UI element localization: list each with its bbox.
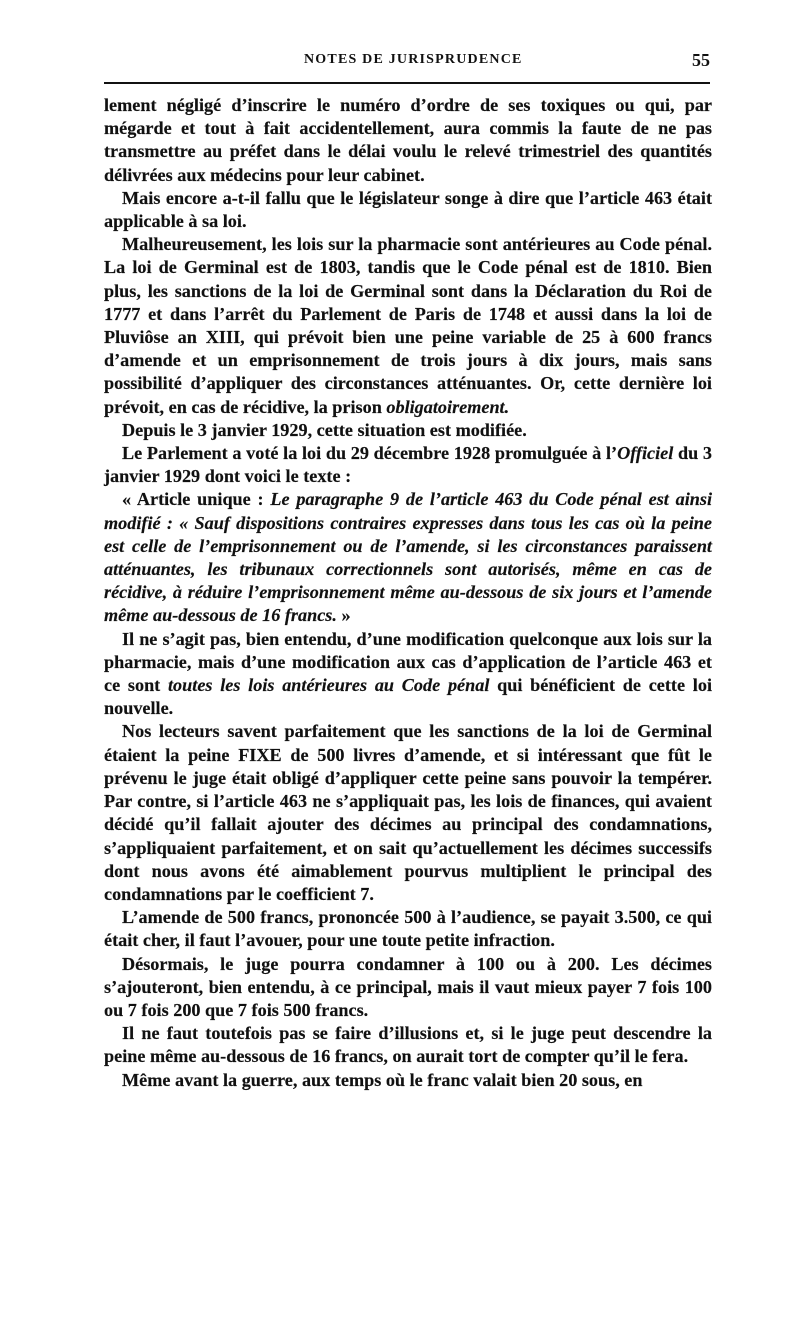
header-rule [104, 82, 710, 84]
paragraph-6-text-a: « Article unique : [122, 489, 271, 510]
paragraph-5-text-a: Le Parlement a voté la loi du 29 décembre 1928 promulguée à l’ [122, 443, 618, 464]
paragraph-10: Désormais, le juge pourra condamner à 100 ou à 200. Les décimes s’ajouteront, bien entendu, à ce principal, mais il vaut mieux payer 7 fois 100 ou 7 fois 200 que 7 fois 500 francs. [104, 953, 712, 1020]
paragraph-5-italic: Officiel [617, 443, 674, 464]
paragraph-6-text-b: » [336, 605, 351, 626]
paragraph-5-text-b: du 3 janvier 1929 dont voici le texte : [104, 443, 712, 487]
paragraph-4: Depuis le 3 janvier 1929, cette situation est modifiée. [122, 419, 527, 440]
running-title: NOTES DE JURISPRUDENCE [304, 52, 523, 67]
paragraph-7-text-a: Il ne s’agit pas, bien entendu, d’une modification quelconque aux lois sur la pharmacie, mais d’une modification aux cas d’application de l’article 463 et ce sont [104, 628, 712, 696]
paragraph-8: Nos lecteurs savent parfaitement que les sanctions de la loi de Germinal étaient la peine FIXE de 500 livres d’amende, et si intéressant que fût le prévenu le juge était obligé d’appliquer cette peine sans pouvoir la tempérer. Par contre, si l’article 463 ne s’appliquait pas, les lois de finances, qui avaient décidé qu’il fallait ajouter des décimes au principal des condamnations, s’appliquaient parfaitement, et on sait qu’actuellement les décimes successifs dont nous avons été aimablement pourvus multiplient le principal des condamnations par le coefficient 7. [104, 721, 712, 904]
paragraph-5 [104, 442, 712, 488]
paragraph-7 [104, 628, 712, 721]
paragraph-7-text-b: qui bénéficient de cette loi nouvelle. [104, 675, 712, 719]
paragraph-11: Il ne faut toutefois pas se faire d’illusions et, si le juge peut descendre la peine même au-dessous de 16 francs, on aurait tort de compter qu’il le fera. [104, 1023, 712, 1067]
page-number: 55 [692, 50, 710, 70]
paragraph-6-quote [104, 488, 712, 627]
paragraph-2: Mais encore a-t-il fallu que le législateur songe à dire que l’article 463 était applicable à sa loi. [104, 187, 712, 232]
paragraph-6-italic: Le paragraphe 9 de l’article 463 du Code pénal est ainsi modifié : « Sauf dispositions contraires expresses dans tous les cas où la peine est celle de l’emprisonnement ou de l’amende, si les circonstances paraissent atténuantes, les tribunaux correctionnels sont autorisés, même en cas de récidive, à réduire l’emprisonnement même au-dessous de six jours et l’amende même au-dessous de 16 francs. [104, 489, 713, 626]
paragraph-3 [104, 233, 712, 419]
running-header [104, 50, 716, 72]
paragraph-1: lement négligé d’inscrire le numéro d’ordre de ses toxiques ou qui, par mégarde et tout à fait accidentellement, aura commis la faute de ne pas transmettre au préfet dans le délai voulu le relevé trimestriel des quantités délivrées aux médecins pour leur cabinet. [104, 95, 712, 185]
paragraph-3-text: Malheureusement, les lois sur la pharmacie sont antérieures au Code pénal. La loi de Germinal est de 1803, tandis que le Code pénal est de 1810. Bien plus, les sanctions de la loi de Germinal sont dans la Déclaration du Roi de 1777 et dans l’arrêt du Parlement de Paris de 1748 et aussi dans la loi de Pluviôse an XIII, qui prévoit bien une peine variable de 25 à 600 francs d’amende et un emprisonnement de trois jours à dix jours, mais sans possibilité d’appliquer des circonstances atténuantes. Or, cette dernière loi prévoit, en cas de récidive, la prison [104, 234, 712, 417]
paragraph-9: L’amende de 500 francs, prononcée 500 à l’audience, se payait 3.500, ce qui était cher, il faut l’avouer, pour une toute petite infraction. [104, 907, 712, 951]
body-text [104, 94, 712, 1092]
paragraph-12: Même avant la guerre, aux temps où le franc valait bien 20 sous, en [122, 1069, 643, 1090]
paragraph-7-italic: toutes les lois antérieures au Code pénal [168, 675, 490, 696]
paragraph-3-italic: obligatoirement. [386, 396, 510, 417]
